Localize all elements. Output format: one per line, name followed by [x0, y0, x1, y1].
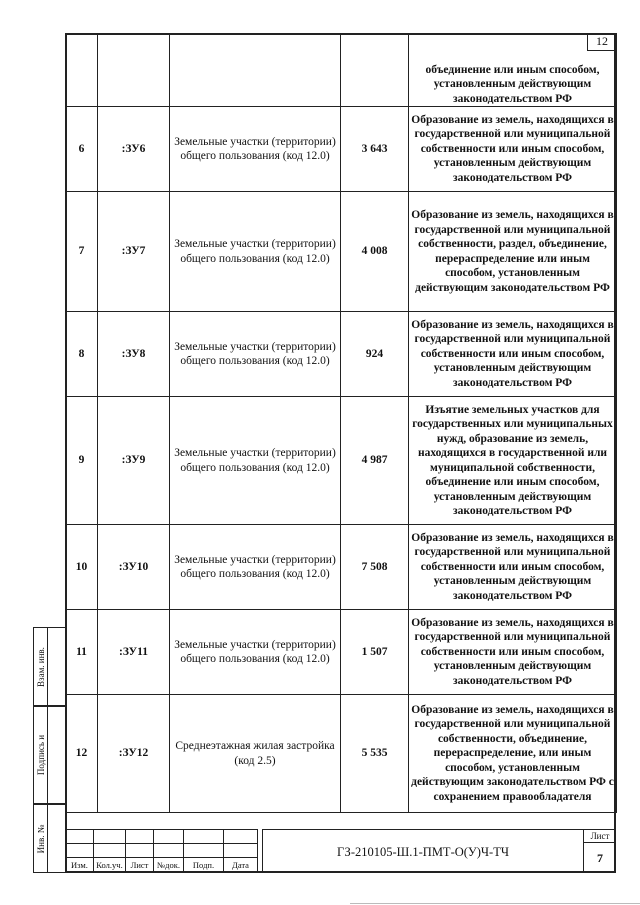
table-row [66, 34, 617, 107]
row-number: 8 [66, 312, 98, 397]
side-label-podpis: Подпись и [35, 734, 46, 776]
sheet-label: Лист [583, 829, 616, 843]
plot-code: :ЗУ7 [98, 192, 170, 312]
side-stamp-podpis [33, 706, 65, 804]
table-row [66, 610, 617, 695]
plot-area: 1 507 [341, 610, 409, 695]
plot-area: 3 643 [341, 107, 409, 192]
permitted-use: Земельные участки (территории) общего пользования (код 12.0) [170, 192, 341, 312]
side-label-inv: Инв. № [35, 824, 46, 853]
table-row [66, 695, 617, 813]
tb-header-list: Лист [126, 858, 154, 872]
plot-code: :ЗУ10 [98, 525, 170, 610]
plot-area: 4 008 [341, 192, 409, 312]
formation-method: объединение или иным способом, установленным действующим законодательством РФ [409, 34, 617, 107]
document-code: ГЗ-210105-Ш.1-ПМТ-О(У)Ч-ТЧ [262, 829, 583, 873]
permitted-use: Земельные участки (территории) общего пользования (код 12.0) [170, 525, 341, 610]
tb-header-data: Дата [224, 858, 258, 872]
permitted-use: Земельные участки (территории) общего пользования (код 12.0) [170, 107, 341, 192]
page-number: 12 [587, 33, 616, 51]
formation-method: Образование из земель, находящихся в государственной или муниципальной собственности или иным способом, установленным действующим законодательством РФ [409, 312, 617, 397]
row-number: 10 [66, 525, 98, 610]
plot-code [98, 34, 170, 107]
row-number: 9 [66, 397, 98, 525]
table-row [66, 312, 617, 397]
plot-code: :ЗУ6 [98, 107, 170, 192]
permitted-use: Земельные участки (территории) общего пользования (код 12.0) [170, 397, 341, 525]
scan-artifact-line [350, 903, 640, 904]
tb-header-kolych: Кол.уч. [94, 858, 126, 872]
plot-area: 924 [341, 312, 409, 397]
formation-method: Образование из земель, находящихся в государственной или муниципальной собственности, раздел, объединение, перераспределение или иным способом, установленным действующим законодательством РФ [409, 192, 617, 312]
table-row [66, 107, 617, 192]
plot-code: :ЗУ8 [98, 312, 170, 397]
formation-method: Образование из земель, находящихся в государственной или муниципальной собственности или иным способом, установленным действующим законодательством РФ [409, 107, 617, 192]
plot-area [341, 34, 409, 107]
row-number: 11 [66, 610, 98, 695]
plot-area: 4 987 [341, 397, 409, 525]
row-number: 7 [66, 192, 98, 312]
permitted-use: Земельные участки (территории) общего пользования (код 12.0) [170, 610, 341, 695]
table-row [66, 397, 617, 525]
permitted-use: Среднеэтажная жилая застройка (код 2.5) [170, 695, 341, 813]
formation-method: Образование из земель, находящихся в государственной или муниципальной собственности, объединение, перераспределение, или иным способом, установленным действующим законодательством РФ с сохранением правообладателя [409, 695, 617, 813]
formation-method: Образование из земель, находящихся в государственной или муниципальной собственности или иным способом, установленным действующим законодательством РФ [409, 525, 617, 610]
row-number: 6 [66, 107, 98, 192]
permitted-use: Земельные участки (территории) общего пользования (код 12.0) [170, 312, 341, 397]
formation-method: Образование из земель, находящихся в государственной или муниципальной собственности или иным способом, установленным действующим законодательством РФ [409, 610, 617, 695]
plot-area: 5 535 [341, 695, 409, 813]
plot-area: 7 508 [341, 525, 409, 610]
plot-code: :ЗУ12 [98, 695, 170, 813]
side-stamp-inv [33, 804, 65, 873]
side-stamp-vzam [33, 627, 65, 706]
tb-header-izm: Изм. [66, 858, 94, 872]
formation-method: Изъятие земельных участков для государственных или муниципальных нужд, образование из земель, находящихся в государственной или муниципальной собственности, объединение или иным способом, установленным действующим законодательством РФ [409, 397, 617, 525]
row-number: 12 [66, 695, 98, 813]
land-plots-table [65, 33, 617, 813]
row-number [66, 34, 98, 107]
plot-code: :ЗУ9 [98, 397, 170, 525]
permitted-use [170, 34, 341, 107]
plot-code: :ЗУ11 [98, 610, 170, 695]
table-row [66, 525, 617, 610]
sheet-number: 7 [583, 843, 616, 873]
title-block-grid [65, 829, 258, 872]
tb-header-ndok: №док. [154, 858, 184, 872]
side-label-vzam: Взам. инв. [35, 646, 46, 687]
table-row [66, 192, 617, 312]
tb-header-podp: Подп. [184, 858, 224, 872]
